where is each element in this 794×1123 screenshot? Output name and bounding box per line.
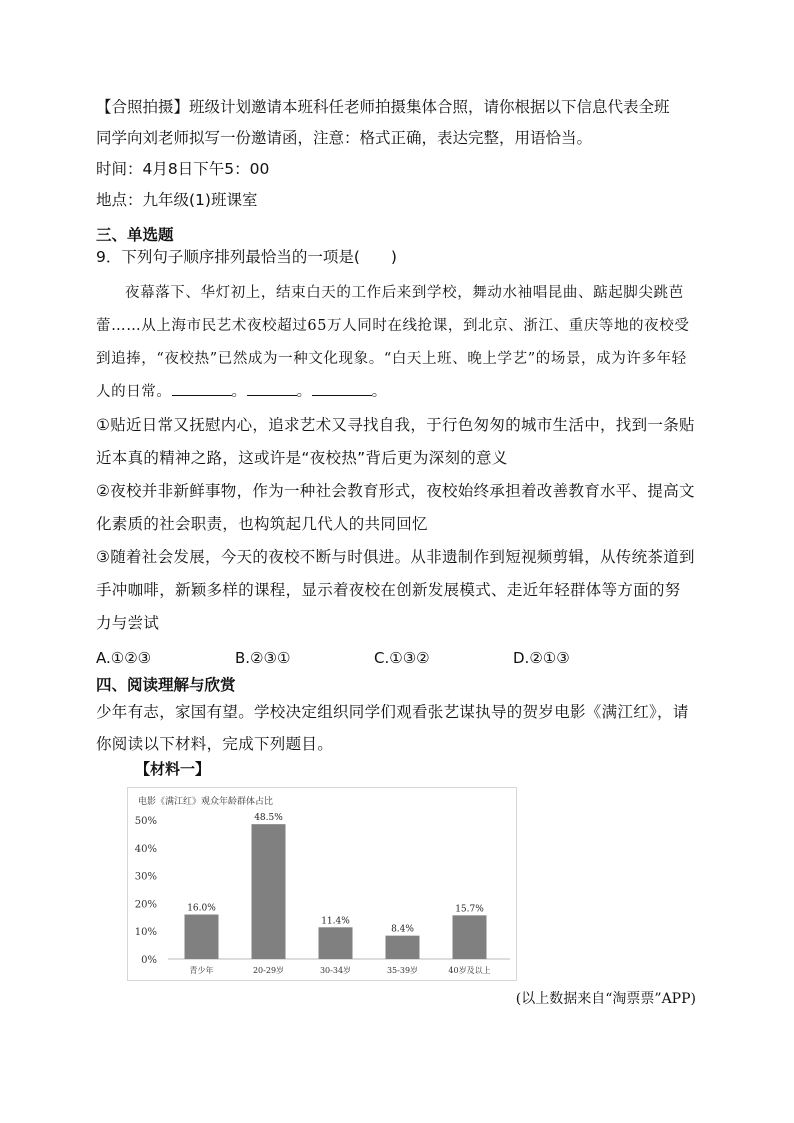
data-source-note: (以上数据来自“淘票票”APP) (515, 991, 696, 1007)
section-single-choice (96, 224, 696, 268)
y-tick-label: 20% (134, 899, 157, 911)
question-9-passage: 夜幕落下、华灯初上，结束白天的工作后来到学校，舞动水袖唱昆曲、踮起脚尖跳芭蕾……从上海市民艺术夜校超过65万人同时在线抢课，到北京、浙江、重庆等地的夜校受到追捧，“夜校热”已然成为一种文化现象。“白天上班、晚上学艺”的场景，成为许多年轻人的日常。 。 。 。 (96, 285, 690, 400)
data-label: 8.4% (391, 924, 414, 935)
writing-time: 时间：4月8日下午5：00 (96, 160, 270, 178)
y-tick-label: 40% (134, 843, 157, 855)
section-4-intro: 少年有志，家国有望。学校决定组织同学们观看张艺谋执导的贺岁电影《满江红》，请你阅读以下材料，完成下列题目。 (96, 703, 689, 753)
age-group-chart (127, 787, 517, 981)
answer-options (96, 646, 696, 670)
option-b[interactable]: B.②③① (235, 649, 291, 667)
y-tick-label: 10% (134, 927, 157, 939)
x-tick-label: 40岁及以上 (448, 966, 491, 975)
x-tick-label: 20-29岁 (252, 966, 285, 975)
data-label: 15.7% (455, 904, 484, 915)
data-label: 16.0% (187, 903, 216, 914)
answer-blank-3 (312, 380, 372, 396)
material-1-label: 【材料一】 (135, 760, 211, 778)
sentence-2: ②夜校并非新鲜事物，作为一种社会教育形式，夜校始终承担着改善教育水平、提高文化素质的社会职责，也构筑起几代人的共同回忆 (96, 482, 695, 533)
x-tick-label: 青少年 (189, 966, 214, 975)
y-tick-label: 50% (134, 816, 157, 827)
option-c[interactable]: C.①③② (374, 649, 430, 667)
sentence-3: ③随着社会发展，今天的夜校不断与时俱进。从非遗制作到短视频剪辑，从传统茶道到手冲咖啡，新颖多样的课程，显示着夜校在创新发展模式、走近年轻群体等方面的努力与尝试 (96, 548, 695, 632)
writing-place: 地点：九年级(1)班课室 (96, 191, 258, 209)
section-reading (96, 674, 696, 760)
option-a[interactable]: A.①②③ (96, 649, 152, 667)
bar (386, 936, 420, 959)
data-label: 11.4% (321, 916, 350, 927)
bar (453, 915, 487, 959)
bar (185, 915, 219, 959)
bar-chart-svg (128, 788, 516, 980)
y-tick-label: 0% (141, 955, 157, 966)
chart-title: 电影《满江红》观众年龄群体占比 (138, 797, 274, 807)
answer-blank-2 (247, 380, 297, 396)
question-9: 9．下列句子顺序排列最恰当的一项是( ) (96, 248, 397, 266)
x-tick-label: 30-34岁 (319, 966, 352, 975)
bar (319, 927, 353, 959)
data-label: 48.5% (254, 813, 283, 824)
writing-prompt-line-1: 【合照拍摄】班级计划邀请本班科任老师拍摄集体合照，请你根据以下信息代表全班 (96, 98, 670, 116)
section-4-heading: 四、阅读理解与欣赏 (96, 676, 236, 694)
x-tick-label: 35-39岁 (386, 966, 419, 975)
writing-title-tag: 【合照拍摄】 (96, 98, 190, 116)
writing-prompt-line-2: 同学向刘老师拟写一份邀请函，注意：格式正确，表达完整，用语恰当。 (96, 129, 593, 147)
option-d[interactable]: D.②①③ (513, 649, 570, 667)
y-tick-label: 30% (134, 871, 157, 883)
answer-blank-1 (172, 380, 232, 396)
section-3-heading: 三、单选题 (96, 226, 174, 244)
sentence-1: ①贴近日常又抚慰内心，追求艺术又寻找自我，于行色匆匆的城市生活中，找到一条贴近本真的精神之路，这或许是“夜校热”背后更为深刻的意义 (96, 416, 695, 467)
question-9-body (96, 277, 696, 670)
bar (252, 824, 286, 959)
writing-prompt (96, 92, 696, 216)
